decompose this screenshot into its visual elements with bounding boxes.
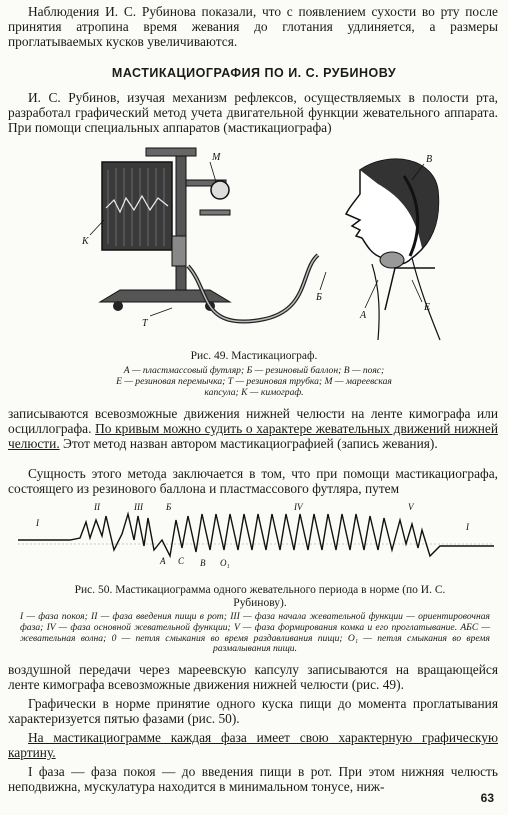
paragraph-record — [8, 406, 498, 452]
paragraph-air: воздушной передачи через мареевскую капсулу записываются на вращающейся ленте кимографа всевозможные движения нижней челюсти (рис. 49). — [8, 662, 498, 693]
fig49-label-v: В — [426, 154, 433, 165]
figure-49-legend-line-2: Е — резиновая перемычка; Т — резиновая трубка; М — мареевская — [116, 376, 392, 387]
paragraph-record-end: Этот метод назван автором мастикациографией (запись жевания). — [59, 436, 438, 452]
fig50-phase-6: I — [466, 522, 469, 532]
figure-49-legend-line-1: А — пластмассовый футляр; Б — резиновый баллон; В — пояс; — [123, 365, 385, 376]
figure-50-masticatiogram — [10, 500, 500, 578]
fig49-label-k: К — [82, 236, 89, 247]
fig49-label-t: Т — [142, 318, 148, 329]
paragraph-phases: Графически в норме принятие одного куска пищи до момента проглатывания характеризуется пятью фазами (рис. 50). — [8, 696, 498, 727]
figure-49-masticatiograph — [60, 140, 460, 345]
fig50-phase-5: V — [408, 502, 414, 512]
figure-50-legend: I — фаза покоя; II — фаза введения пищи в рот; III — фаза начала жевательной функции — ориентировочная фаза; IV — фаза основной жевательной функции; V — фаза формирования комка и его проглатывание. АБС — жевательная волна; 0 — петля смыкания во время раздавливания пищи; О₁ — петля смыкания во время размалывания пищи. — [20, 611, 490, 655]
fig50-phase-3: III — [134, 502, 143, 512]
fig49-label-a: А — [360, 310, 367, 321]
paragraph-record-underlined: По кривым можно судить о характере жевательных движений нижней челюсти. — [8, 421, 498, 452]
paragraph-each-phase: На мастикациограмме каждая фаза имеет свою характерную графическую картину. — [8, 730, 498, 761]
fig50-point-v: В — [200, 558, 206, 568]
fig50-point-b: Б — [166, 502, 172, 512]
paragraph-method: И. С. Рубинов, изучая механизм рефлексов, осуществляемых в полости рта, разработал графический метод учета двигательной функции жевательного аппарата. При помощи специальных аппаратов (мастикациографа) — [8, 90, 498, 136]
fig50-point-c: С — [178, 556, 185, 566]
page-number: 63 — [480, 791, 494, 805]
paragraph-essence: Сущность этого метода заключается в том, что при помощи мастикациографа, состоящего из резинового баллона и пластмассового футляра, путем — [8, 466, 498, 497]
paragraph-record-start: записываются всевозможные движения нижней челюсти на ленте кимографа или осциллографа. — [8, 406, 498, 437]
paragraph-rest-phase: I фаза — фаза покоя — до введения пищи в рот. При этом нижняя челюсть неподвижна, мускулатура находится в минимальном тонусе, ниж- — [8, 764, 498, 795]
fig50-point-o1: О₁ — [220, 558, 230, 568]
fig50-phase-1: I — [36, 518, 39, 528]
fig49-label-m: М — [212, 152, 221, 163]
fig49-label-e: Е — [424, 302, 431, 313]
figure-49-legend-line-3: капсула; К — кимограф. — [204, 387, 304, 398]
fig50-point-a: А — [160, 556, 166, 566]
figure-49-caption: Рис. 49. Мастикациограф. — [190, 350, 318, 362]
section-heading: МАСТИКАЦИОГРАФИЯ ПО И. С. РУБИНОВУ — [111, 66, 397, 80]
fig50-phase-4: IV — [294, 502, 303, 512]
paragraph-intro: Наблюдения И. С. Рубинова показали, что с появлением сухости во рту после принятия атропина время жевания до глотания удлиняется, а размеры проглатываемых кусков увеличиваются. — [8, 4, 498, 50]
fig50-phase-2: II — [94, 502, 100, 512]
fig49-label-b: Б — [316, 292, 322, 303]
figure-50-caption: Рис. 50. Мастикациограмма одного жевательного периода в норме (по И. С. Рубинову). — [74, 584, 446, 609]
